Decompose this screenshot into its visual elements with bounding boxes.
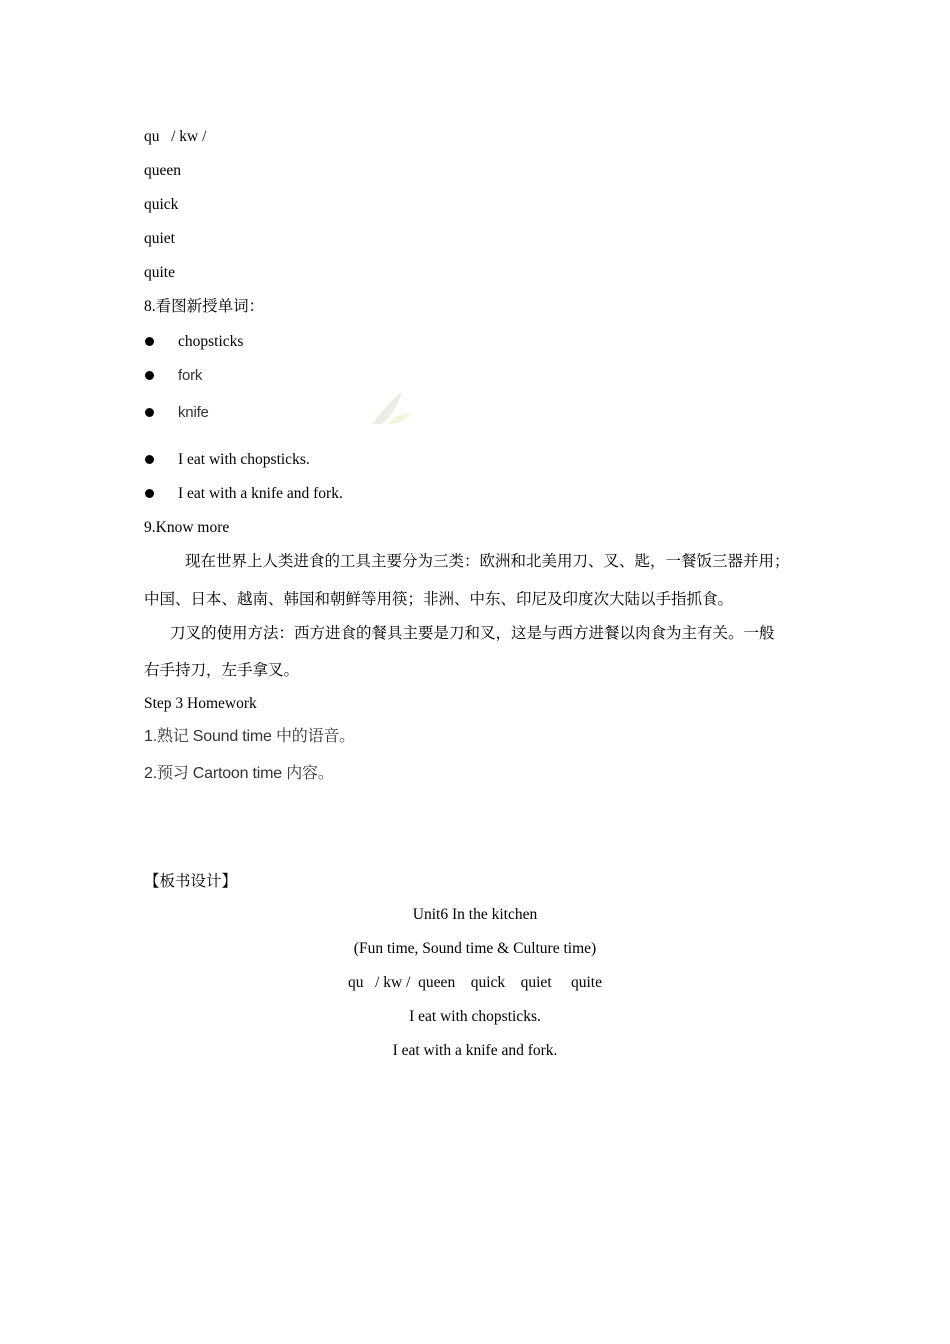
- phonics-word: queen: [144, 162, 182, 179]
- bullet-item: I eat with a knife and fork.: [178, 485, 343, 502]
- step3-heading: Step 3 Homework: [144, 695, 257, 712]
- section9-heading: 9.Know more: [144, 519, 230, 536]
- board-heading: 【板书设计】: [144, 873, 238, 890]
- bullet-item: knife: [178, 404, 209, 421]
- bullet-dot: [145, 408, 154, 417]
- bullet-item: fork: [178, 367, 203, 384]
- homework-item: 2.预习 Cartoon time 内容。: [144, 765, 334, 782]
- paragraph-line: 右手持刀，左手拿叉。: [144, 662, 300, 679]
- board-sentence: I eat with chopsticks.: [409, 1008, 541, 1025]
- bullet-dot: [145, 371, 154, 380]
- bullet-dot: [145, 489, 154, 498]
- section8-heading: 8.看图新授单词：: [144, 298, 265, 315]
- phonics-word: quiet: [144, 230, 175, 247]
- bullet-dot: [145, 337, 154, 346]
- bullet-item: chopsticks: [178, 333, 244, 350]
- phonics-word: quick: [144, 196, 179, 213]
- paragraph-line: 现在世界上人类进食的工具主要分为三类：欧洲和北美用刀、叉、匙，一餐饭三器并用；: [185, 553, 790, 570]
- faded-knife-image: [368, 390, 412, 426]
- bullet-dot: [145, 455, 154, 464]
- board-sentence: I eat with a knife and fork.: [392, 1042, 558, 1059]
- paragraph-line: 刀叉的使用方法：西方进食的餐具主要是刀和叉，这是与西方进餐以肉食为主有关。一般: [170, 625, 775, 642]
- paragraph-line: 中国、日本、越南、韩国和朝鲜等用筷；非洲、中东、印尼及印度次大陆以手指抓食。: [144, 591, 734, 608]
- homework-item: 1.熟记 Sound time 中的语音。: [144, 728, 355, 745]
- phonics-word: quite: [144, 264, 175, 281]
- bullet-item: I eat with chopsticks.: [178, 451, 310, 468]
- board-phonics-line: qu / kw / queen quick quiet quite: [348, 974, 602, 991]
- board-subtitle: (Fun time, Sound time & Culture time): [353, 940, 597, 957]
- phonics-rule: qu / kw /: [144, 128, 207, 145]
- board-title: Unit6 In the kitchen: [412, 906, 538, 923]
